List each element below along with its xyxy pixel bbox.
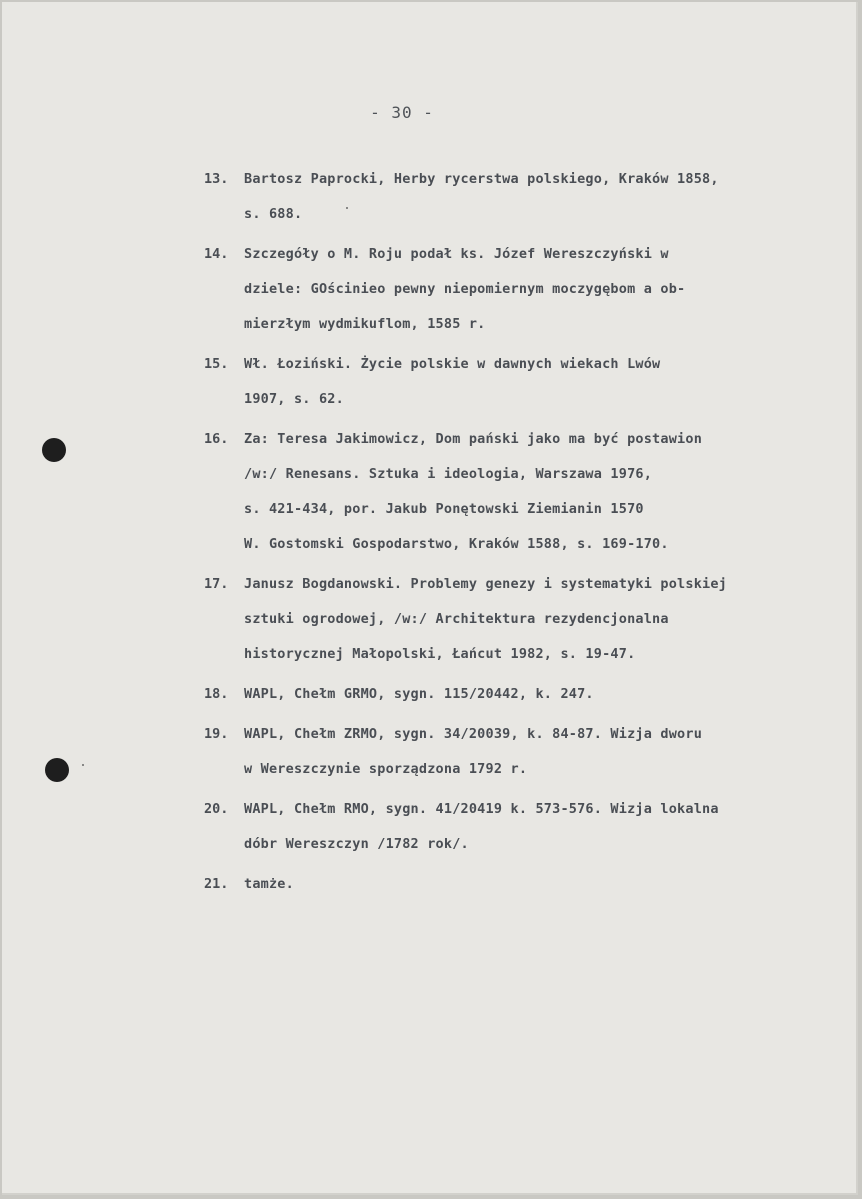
footnote-line: historycznej Małopolski, Łańcut 1982, s. 19-47. [244, 646, 636, 662]
footnotes-list [204, 162, 854, 907]
footnote-line: WAPL, Chełm RMO, sygn. 41/20419 k. 573-576. Wizja lokalna [244, 801, 719, 817]
footnote-number: 19. [204, 726, 229, 742]
footnote [204, 237, 854, 342]
footnote-number: 18. [204, 686, 229, 702]
footnote-line: tamże. [244, 876, 294, 892]
footnote-line: dziele: GOścinieo pewny niepomiernym moczygębom a ob- [244, 281, 686, 297]
footnote-text [244, 567, 854, 672]
punch-hole-top [42, 438, 66, 462]
footnote-line: Szczegóły o M. Roju podał ks. Józef Wereszczyński w [244, 246, 669, 262]
footnote-line: Za: Teresa Jakimowicz, Dom pański jako ma być postawion [244, 431, 703, 447]
footnote [204, 867, 854, 902]
footnote-line: 1907, s. 62. [244, 391, 344, 407]
footnote-number: 21. [204, 876, 229, 892]
footnote-text [244, 162, 854, 232]
footnote-text [244, 347, 854, 417]
footnote-number: 20. [204, 801, 229, 817]
footnote-line: sztuki ogrodowej, /w:/ Architektura rezydencjonalna [244, 611, 669, 627]
footnote-number: 13. [204, 171, 229, 187]
footnote-line: WAPL, Chełm ZRMO, sygn. 34/20039, k. 84-87. Wizja dworu [244, 726, 703, 742]
footnote-line: WAPL, Chełm GRMO, sygn. 115/20442, k. 247. [244, 686, 594, 702]
footnote [204, 677, 854, 712]
footnote-line: s. 421-434, por. Jakub Ponętowski Ziemianin 1570 [244, 501, 644, 517]
footnote [204, 567, 854, 672]
footnote-number: 17. [204, 576, 229, 592]
footnote-line: Wł. Łoziński. Życie polskie w dawnych wiekach Lwów [244, 356, 661, 372]
footnote-line: Janusz Bogdanowski. Problemy genezy i systematyki polskiej [244, 576, 728, 592]
page-number: - 30 - [370, 103, 434, 122]
footnote-text [244, 717, 854, 787]
footnote-text [244, 677, 854, 712]
punch-hole-bottom [45, 758, 69, 782]
footnote-line: s. 688. [244, 206, 303, 222]
footnote-text [244, 867, 854, 902]
document-page [2, 2, 858, 1195]
footnote [204, 792, 854, 862]
footnote-number: 14. [204, 246, 229, 262]
footnote [204, 347, 854, 417]
footnote-text [244, 237, 854, 342]
footnote-number: 16. [204, 431, 229, 447]
footnote-line: /w:/ Renesans. Sztuka i ideologia, Warszawa 1976, [244, 466, 653, 482]
footnote-line: dóbr Wereszczyn /1782 rok/. [244, 836, 469, 852]
footnote-line: mierzłym wydmikuflom, 1585 r. [244, 316, 486, 332]
paper-speck [82, 764, 84, 766]
footnote [204, 422, 854, 562]
footnote-text [244, 422, 854, 562]
footnote-text [244, 792, 854, 862]
footnote-line: W. Gostomski Gospodarstwo, Kraków 1588, s. 169-170. [244, 536, 669, 552]
footnote [204, 162, 854, 232]
footnote-number: 15. [204, 356, 229, 372]
footnote [204, 717, 854, 787]
footnote-line: w Wereszczynie sporządzona 1792 r. [244, 761, 528, 777]
footnote-line: Bartosz Paprocki, Herby rycerstwa polskiego, Kraków 1858, [244, 171, 719, 187]
